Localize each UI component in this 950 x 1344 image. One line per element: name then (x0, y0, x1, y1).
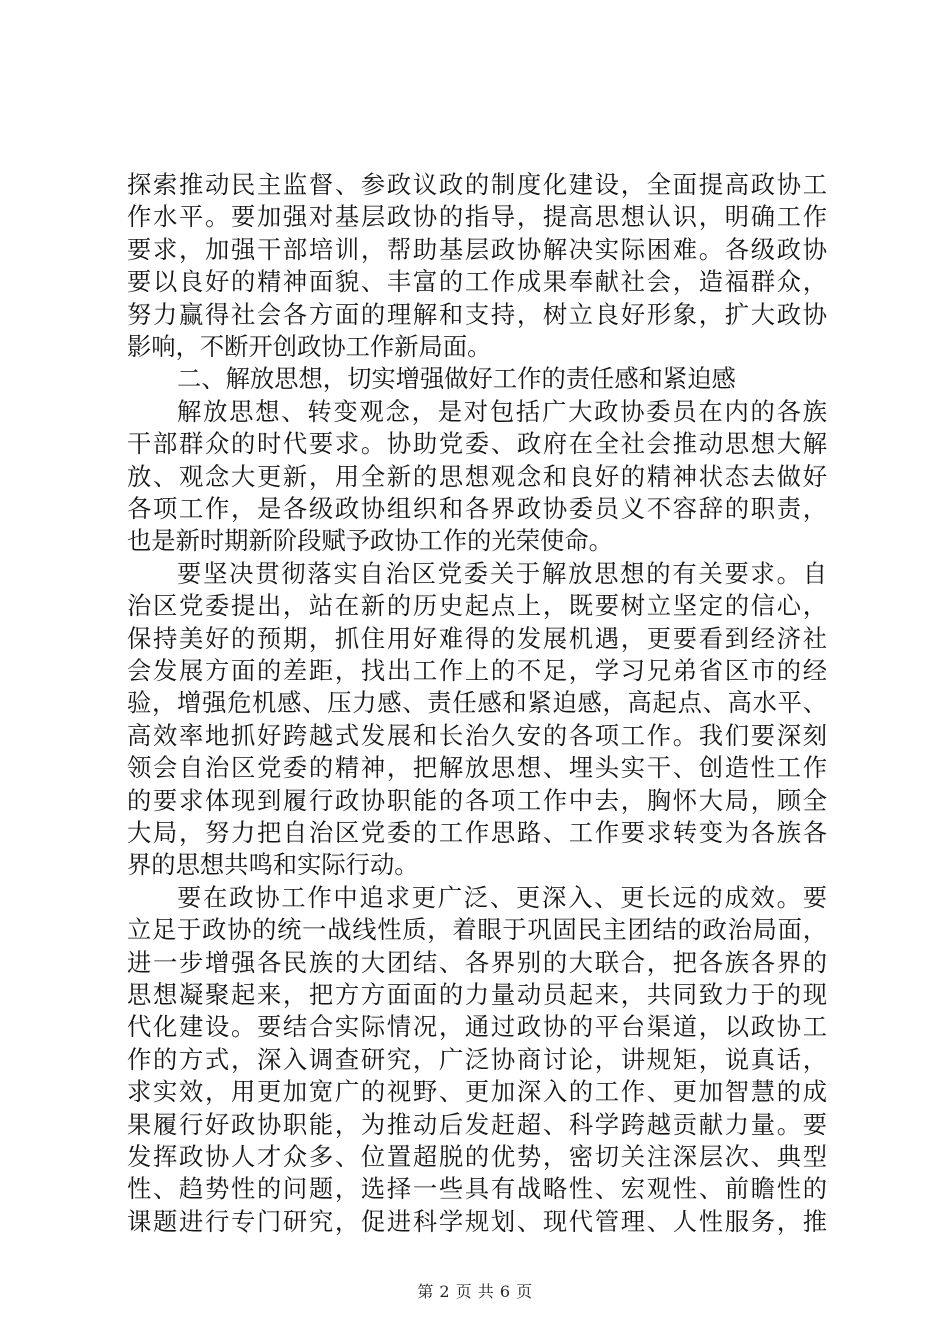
body-text-line: 作的方式，深入调查研究，广泛协商讨论，讲规矩，说真话， (127, 1044, 827, 1074)
body-text-line: 发挥政协人才众多、位置超脱的优势，密切关注深层次、典型 (127, 1142, 827, 1171)
section-heading: 二、解放思想，切实增强做好工作的责任感和紧迫感 (177, 364, 736, 394)
body-text-line: 求实效，用更加宽广的视野、更加深入的工作、更加智慧的成 (127, 1077, 827, 1107)
body-text-line: 探索推动民主监督、参政议政的制度化建设，全面提高政协工 (127, 170, 827, 199)
paragraph-first-line: 要坚决贯彻落实自治区党委关于解放思想的有关要求。自 (177, 558, 827, 588)
body-text-line: 领会自治区党委的精神，把解放思想、埋头实干、创造性工作 (127, 753, 827, 783)
body-text-line: 放、观念大更新，用全新的思想观念和良好的精神状态去做好 (127, 461, 827, 491)
body-text-line: 会发展方面的差距，找出工作上的不足，学习兄弟省区市的经 (127, 656, 827, 685)
body-text-line: 思想凝聚起来，把方方面面的力量动员起来，共同致力于的现 (127, 980, 827, 1009)
body-text-line: 验，增强危机感、压力感、责任感和紧迫感，高起点、高水平、 (127, 688, 827, 718)
body-text-line: 影响，不断开创政协工作新局面。 (127, 332, 492, 361)
body-text-line: 保持美好的预期，抓住用好难得的发展机遇，更要看到经济社 (127, 623, 827, 653)
paragraph-first-line: 解放思想、转变观念，是对包括广大政协委员在内的各族 (177, 396, 827, 426)
body-text-line: 果履行好政协职能，为推动后发赶超、科学跨越贡献力量。要 (127, 1109, 827, 1139)
body-text-line: 性、趋势性的问题，选择一些具有战略性、宏观性、前瞻性的 (127, 1174, 827, 1204)
page-number-footer: 第 2 页 共 6 页 (417, 1282, 533, 1301)
body-text-line: 界的思想共鸣和实际行动。 (127, 850, 419, 880)
body-text-line: 高效率地抓好跨越式发展和长治久安的各项工作。我们要深刻 (127, 720, 827, 750)
body-text-line: 治区党委提出，站在新的历史起点上，既要树立坚定的信心， (127, 591, 827, 621)
body-text-line: 的要求体现到履行政协职能的各项工作中去，胸怀大局，顾全 (127, 785, 827, 815)
body-text-line: 各项工作，是各级政协组织和各界政协委员义不容辞的职责， (127, 494, 827, 523)
body-text-line: 大局，努力把自治区党委的工作思路、工作要求转变为各族各 (127, 818, 827, 847)
body-text-line: 干部群众的时代要求。协助党委、政府在全社会推动思想大解 (127, 429, 827, 459)
paragraph-first-line: 要在政协工作中追求更广泛、更深入、更长远的成效。要 (177, 882, 827, 912)
body-text-line: 作水平。要加强对基层政协的指导，提高思想认识，明确工作 (127, 202, 827, 232)
body-text-line: 要以良好的精神面貌、丰富的工作成果奉献社会，造福群众， (127, 267, 827, 297)
body-text-line: 进一步增强各民族的大团结、各界别的大联合，把各族各界的 (127, 947, 827, 977)
body-text-line: 课题进行专门研究，促进科学规划、现代管理、人性服务，推 (127, 1206, 827, 1236)
body-text-line: 代化建设。要结合实际情况，通过政协的平台渠道，以政协工 (127, 1012, 827, 1042)
body-text-line: 努力赢得社会各方面的理解和支持，树立良好形象，扩大政协 (127, 299, 827, 329)
body-text-line: 立足于政协的统一战线性质，着眼于巩固民主团结的政治局面， (127, 915, 827, 945)
body-text-line: 也是新时期新阶段赋予政协工作的光荣使命。 (127, 526, 613, 556)
body-text-line: 要求，加强干部培训，帮助基层政协解决实际困难。各级政协 (127, 234, 827, 264)
